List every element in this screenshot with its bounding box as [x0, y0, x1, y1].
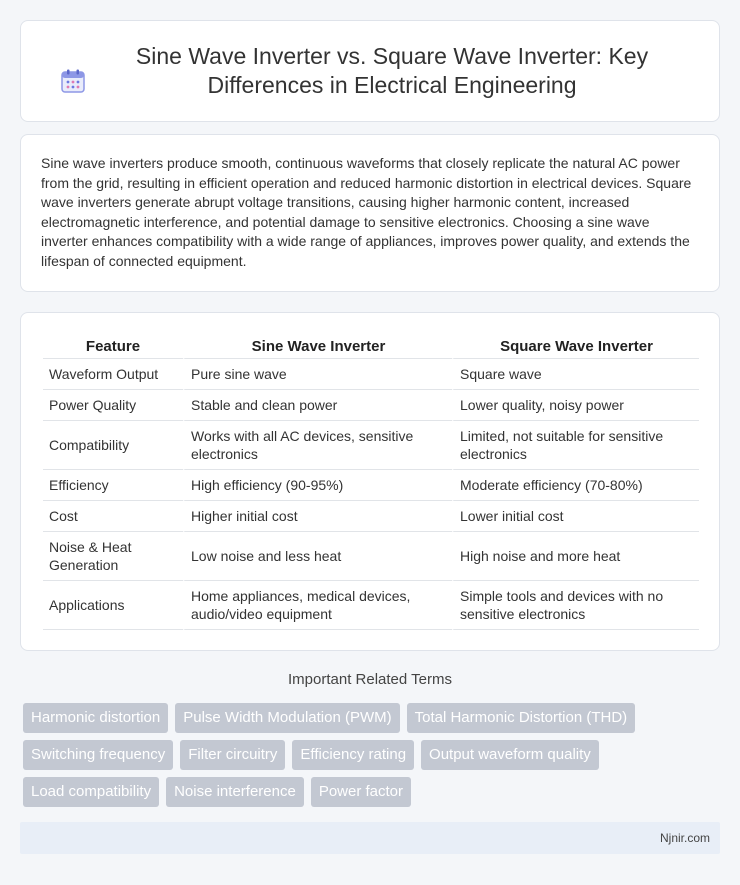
- table-row: [43, 421, 699, 470]
- comparison-table-card: [20, 312, 720, 651]
- title-card: [20, 20, 720, 122]
- term-tag[interactable]: Switching frequency: [23, 740, 173, 770]
- table-cell: Pure sine wave: [183, 359, 452, 390]
- table-cell: Efficiency: [43, 470, 183, 501]
- table-row: [43, 470, 699, 501]
- table-cell: Lower quality, noisy power: [452, 390, 699, 421]
- table-cell: High efficiency (90-95%): [183, 470, 452, 501]
- title-wrap: [60, 42, 680, 100]
- calendar-icon: [60, 68, 86, 94]
- term-tag[interactable]: Noise interference: [166, 777, 304, 807]
- table-cell: Waveform Output: [43, 359, 183, 390]
- table-cell: Low noise and less heat: [183, 532, 452, 581]
- term-tag[interactable]: Pulse Width Modulation (PWM): [175, 703, 399, 733]
- table-cell: Home appliances, medical devices, audio/video equipment: [183, 581, 452, 630]
- table-cell: Lower initial cost: [452, 501, 699, 532]
- table-cell: Stable and clean power: [183, 390, 452, 421]
- header-feature: Feature: [43, 333, 183, 359]
- table-cell: Limited, not suitable for sensitive electronics: [452, 421, 699, 470]
- table-cell: Noise & Heat Generation: [43, 532, 183, 581]
- term-tag[interactable]: Output waveform quality: [421, 740, 599, 770]
- table-cell: Simple tools and devices with no sensitive electronics: [452, 581, 699, 630]
- table-cell: High noise and more heat: [452, 532, 699, 581]
- table-cell: Higher initial cost: [183, 501, 452, 532]
- intro-paragraph: Sine wave inverters produce smooth, continuous waveforms that closely replicate the natural AC power from the grid, resulting in efficient operation and reduced harmonic distortion in electrical devices. Square wave inverters generate abrupt voltage transitions, causing higher harmonic content, increased electromagnetic interference, and potential damage to sensitive electronics. Choosing a sine wave inverter enhances compatibility with a wide range of appliances, improves power quality, and extends the lifespan of connected equipment.: [41, 155, 692, 269]
- term-tag[interactable]: Load compatibility: [23, 777, 159, 807]
- header-square-wave: Square Wave Inverter: [452, 333, 699, 359]
- term-tag[interactable]: Efficiency rating: [292, 740, 414, 770]
- related-terms: [23, 703, 723, 814]
- intro-card: [20, 134, 720, 292]
- table-header-row: [43, 333, 699, 359]
- term-tag[interactable]: Power factor: [311, 777, 411, 807]
- table-row: [43, 581, 699, 630]
- table-row: [43, 390, 699, 421]
- tag-row: [23, 740, 723, 770]
- table-cell: Applications: [43, 581, 183, 630]
- comparison-table: [43, 333, 699, 630]
- table-cell: Cost: [43, 501, 183, 532]
- term-tag[interactable]: Total Harmonic Distortion (THD): [407, 703, 636, 733]
- table-cell: Compatibility: [43, 421, 183, 470]
- tag-row: [23, 777, 723, 807]
- table-row: [43, 359, 699, 390]
- table-cell: Works with all AC devices, sensitive electronics: [183, 421, 452, 470]
- footer-site-name[interactable]: Njnir.com: [659, 831, 710, 845]
- page-title: Sine Wave Inverter vs. Square Wave Inverter: Key Differences in Electrical Engineering: [135, 43, 649, 98]
- table-row: [43, 532, 699, 581]
- table-cell: Power Quality: [43, 390, 183, 421]
- table-row: [43, 501, 699, 532]
- tag-row: [23, 703, 723, 733]
- related-terms-heading: Important Related Terms: [288, 671, 452, 688]
- table-cell: Square wave: [452, 359, 699, 390]
- header-sine-wave: Sine Wave Inverter: [183, 333, 452, 359]
- table-cell: Moderate efficiency (70-80%): [452, 470, 699, 501]
- term-tag[interactable]: Filter circuitry: [180, 740, 285, 770]
- term-tag[interactable]: Harmonic distortion: [23, 703, 168, 733]
- footer: [20, 822, 720, 854]
